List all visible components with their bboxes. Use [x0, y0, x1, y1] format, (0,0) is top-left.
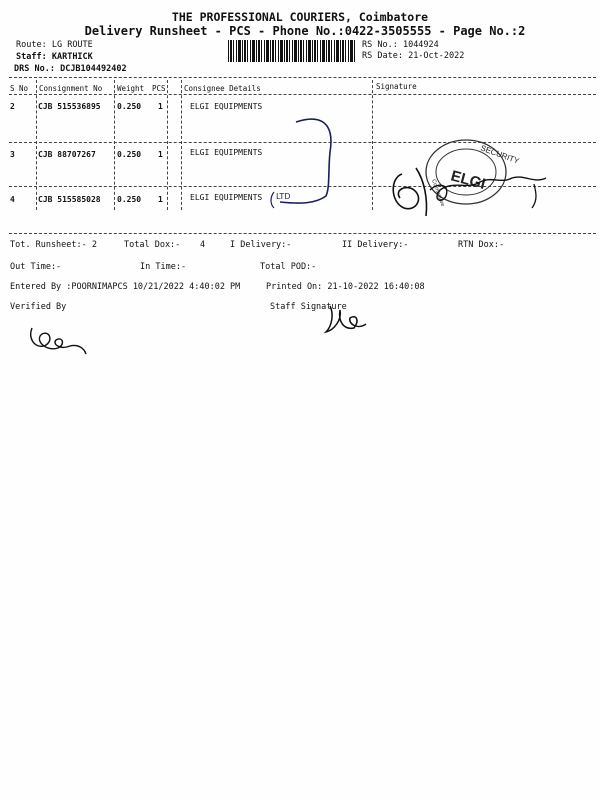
- rtn-dox: RTN Dox:-: [458, 240, 505, 250]
- route-field: [16, 40, 93, 50]
- printed-on: Printed On: 21-10-2022 16:40:08: [266, 282, 425, 292]
- column-divider: [36, 80, 37, 210]
- tot-runsheet: Tot. Runsheet:- 2: [10, 240, 97, 250]
- column-divider: [372, 80, 373, 210]
- cell-weight: 0.250: [117, 102, 142, 111]
- cell-sno: 2: [10, 102, 15, 111]
- drs-field: [14, 64, 127, 74]
- table-header-rule: [9, 94, 596, 95]
- table-bottom-rule: [9, 233, 596, 234]
- route-label: Route:: [16, 40, 47, 50]
- company-title: THE PROFESSIONAL COURIERS, Coimbatore: [171, 10, 429, 24]
- handwritten-ltd: LTD: [276, 192, 291, 201]
- stamp-text-top: SECURITY: [479, 143, 521, 166]
- cell-sno: 4: [10, 195, 15, 204]
- total-pod: Total POD:-: [260, 262, 317, 272]
- staff-signature: [320, 300, 370, 340]
- cell-consignee: ELGI EQUIPMENTS: [190, 148, 263, 157]
- cell-consignment: CJB 88707267: [38, 150, 96, 159]
- cell-consignment: CJB 515536895: [38, 102, 101, 111]
- col-header-sno: S No: [10, 84, 29, 93]
- total-dox-value: 4: [200, 240, 206, 250]
- verifier-signature: [26, 318, 90, 358]
- drs-value: DCJB104492402: [60, 64, 127, 74]
- staff-label: Staff:: [16, 52, 47, 62]
- verified-by: Verified By: [10, 302, 67, 312]
- i-delivery: I Delivery:-: [230, 240, 292, 250]
- rs-date-label: RS Date:: [362, 51, 403, 61]
- stamp-text-bottom: Coimbatore: [430, 178, 446, 208]
- out-time: Out Time:-: [10, 262, 62, 272]
- column-divider: [114, 80, 115, 210]
- consignee-signature: [384, 160, 554, 220]
- col-header-signature: Signature: [376, 82, 417, 91]
- cell-weight: 0.250: [117, 150, 142, 159]
- col-header-consignee: Consignee Details: [184, 84, 261, 93]
- staff-field: [16, 52, 93, 62]
- cell-sno: 3: [10, 150, 15, 159]
- entered-by: Entered By :POORNIMAPCS 10/21/2022 4:40:02 PM: [10, 282, 241, 292]
- col-header-consignment: Consignment No: [39, 84, 103, 93]
- column-divider: [181, 80, 182, 210]
- column-divider: [167, 80, 168, 210]
- cell-pcs: 1: [158, 102, 163, 111]
- total-dox-label: Total Dox:-: [124, 240, 181, 250]
- table-top-rule: [9, 77, 596, 78]
- in-time: In Time:-: [140, 262, 187, 272]
- rs-date-field: [362, 51, 464, 61]
- cell-consignee: ELGI EQUIPMENTS: [190, 193, 263, 202]
- rs-no-field: [362, 40, 439, 50]
- staff-value: KARTHICK: [51, 52, 93, 62]
- ii-delivery: II Delivery:-: [342, 240, 409, 250]
- rs-date-value: 21-Oct-2022: [408, 51, 465, 61]
- cell-pcs: 1: [158, 195, 163, 204]
- rs-no-label: RS No.:: [362, 40, 398, 50]
- drs-label: DRS No.:: [14, 64, 55, 74]
- cell-weight: 0.250: [117, 195, 142, 204]
- route-value: LG ROUTE: [51, 40, 93, 50]
- barcode: [228, 40, 356, 62]
- staff-signature-label: Staff Signature: [270, 302, 347, 312]
- cell-pcs: 1: [158, 150, 163, 159]
- col-header-weight: Weight: [117, 84, 145, 93]
- runsheet-subtitle: Delivery Runsheet - PCS - Phone No.:0422-3505555 - Page No.:2: [84, 24, 526, 38]
- rs-no-value: 1044924: [402, 40, 439, 50]
- cell-consignee: ELGI EQUIPMENTS: [190, 102, 263, 111]
- handwritten-bracket: [260, 112, 340, 212]
- stamp-text-mid: ELGI: [448, 167, 488, 193]
- cell-consignment: CJB 515585028: [38, 195, 101, 204]
- col-header-pcs: PCS: [152, 84, 166, 93]
